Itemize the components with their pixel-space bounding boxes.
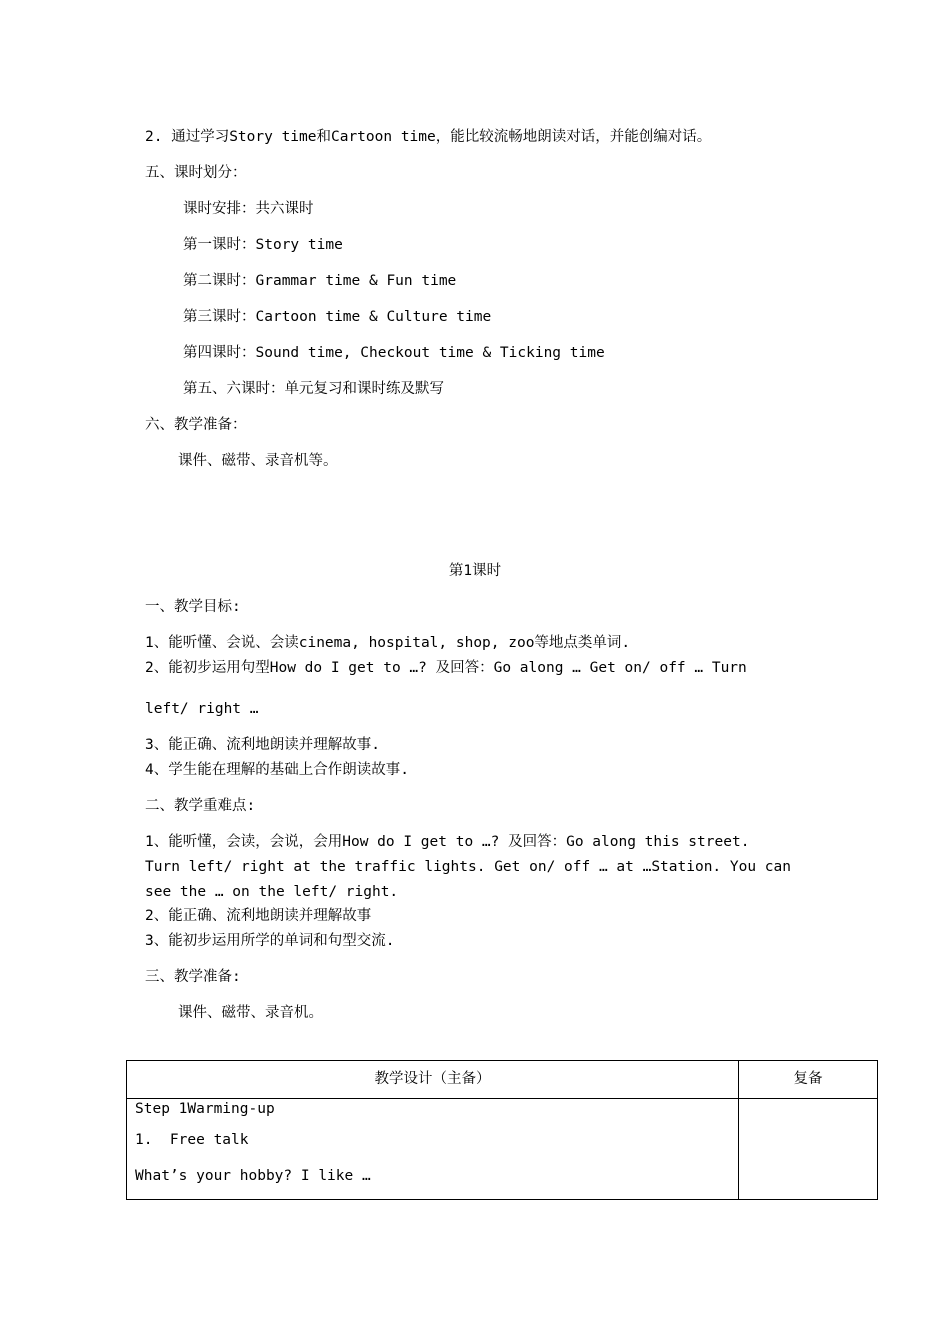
section-6-heading: 六、教学准备： — [145, 417, 247, 433]
schedule-line: 课时安排：共六课时 — [183, 201, 314, 217]
keypoint-line: 3、能初步运用所学的单词和句型交流. — [145, 933, 395, 949]
keypoint-line: 1、能听懂，会读，会说，会用How do I get to …? 及回答：Go along this street. — [145, 834, 750, 850]
teaching-design-table — [126, 1060, 878, 1200]
keypoint-line: 2、能正确、流利地朗读并理解故事 — [145, 908, 372, 924]
schedule-line: 第二课时：Grammar time & Fun time — [183, 273, 457, 289]
objective-line: 4、学生能在理解的基础上合作朗读故事. — [145, 762, 409, 778]
objective-line: 1、能听懂、会说、会读cinema, hospital, shop, zoo等地点类单词. — [145, 635, 631, 651]
schedule-line: 第四课时：Sound time, Checkout time & Ticking time — [183, 345, 605, 361]
lesson-title: 第1课时 — [448, 563, 502, 579]
objective-line: left/ right … — [145, 701, 259, 717]
keypoint-line: see the … on the left/ right. — [145, 884, 399, 900]
prep-text: 课件、磁带、录音机。 — [178, 1005, 323, 1021]
keypoints-heading: 二、教学重难点: — [145, 798, 256, 814]
section-5-heading: 五、课时划分： — [145, 165, 247, 181]
keypoint-line: Turn left/ right at the traffic lights. Get on/ off … at …Station. You can — [145, 859, 792, 875]
schedule-line: 第一课时：Story time — [183, 237, 343, 253]
prep-text: 课件、磁带、录音机等。 — [178, 453, 338, 469]
table-side-cell — [739, 1099, 878, 1200]
objectives-heading: 一、教学目标: — [145, 599, 241, 615]
step-label: Step 1Warming-up — [135, 1101, 275, 1117]
objective-line: 3、能正确、流利地朗读并理解故事. — [145, 737, 380, 753]
schedule-line: 第五、六课时：单元复习和课时练及默写 — [183, 381, 444, 397]
table-body-cell — [127, 1099, 739, 1200]
step-item: 1. Free talk — [135, 1132, 249, 1148]
schedule-line: 第三课时：Cartoon time & Culture time — [183, 309, 492, 325]
table-header-side: 复备 — [739, 1061, 878, 1099]
goal-2-text: 2. 通过学习Story time和Cartoon time，能比较流畅地朗读对话，并能创编对话。 — [145, 129, 712, 145]
dialog-line: What’s your hobby? I like … — [135, 1168, 371, 1184]
table-header-main: 教学设计（主备） — [127, 1061, 739, 1099]
objective-line: 2、能初步运用句型How do I get to …? 及回答：Go along … Get on/ off … Turn — [145, 660, 747, 676]
prep-heading: 三、教学准备: — [145, 969, 241, 985]
